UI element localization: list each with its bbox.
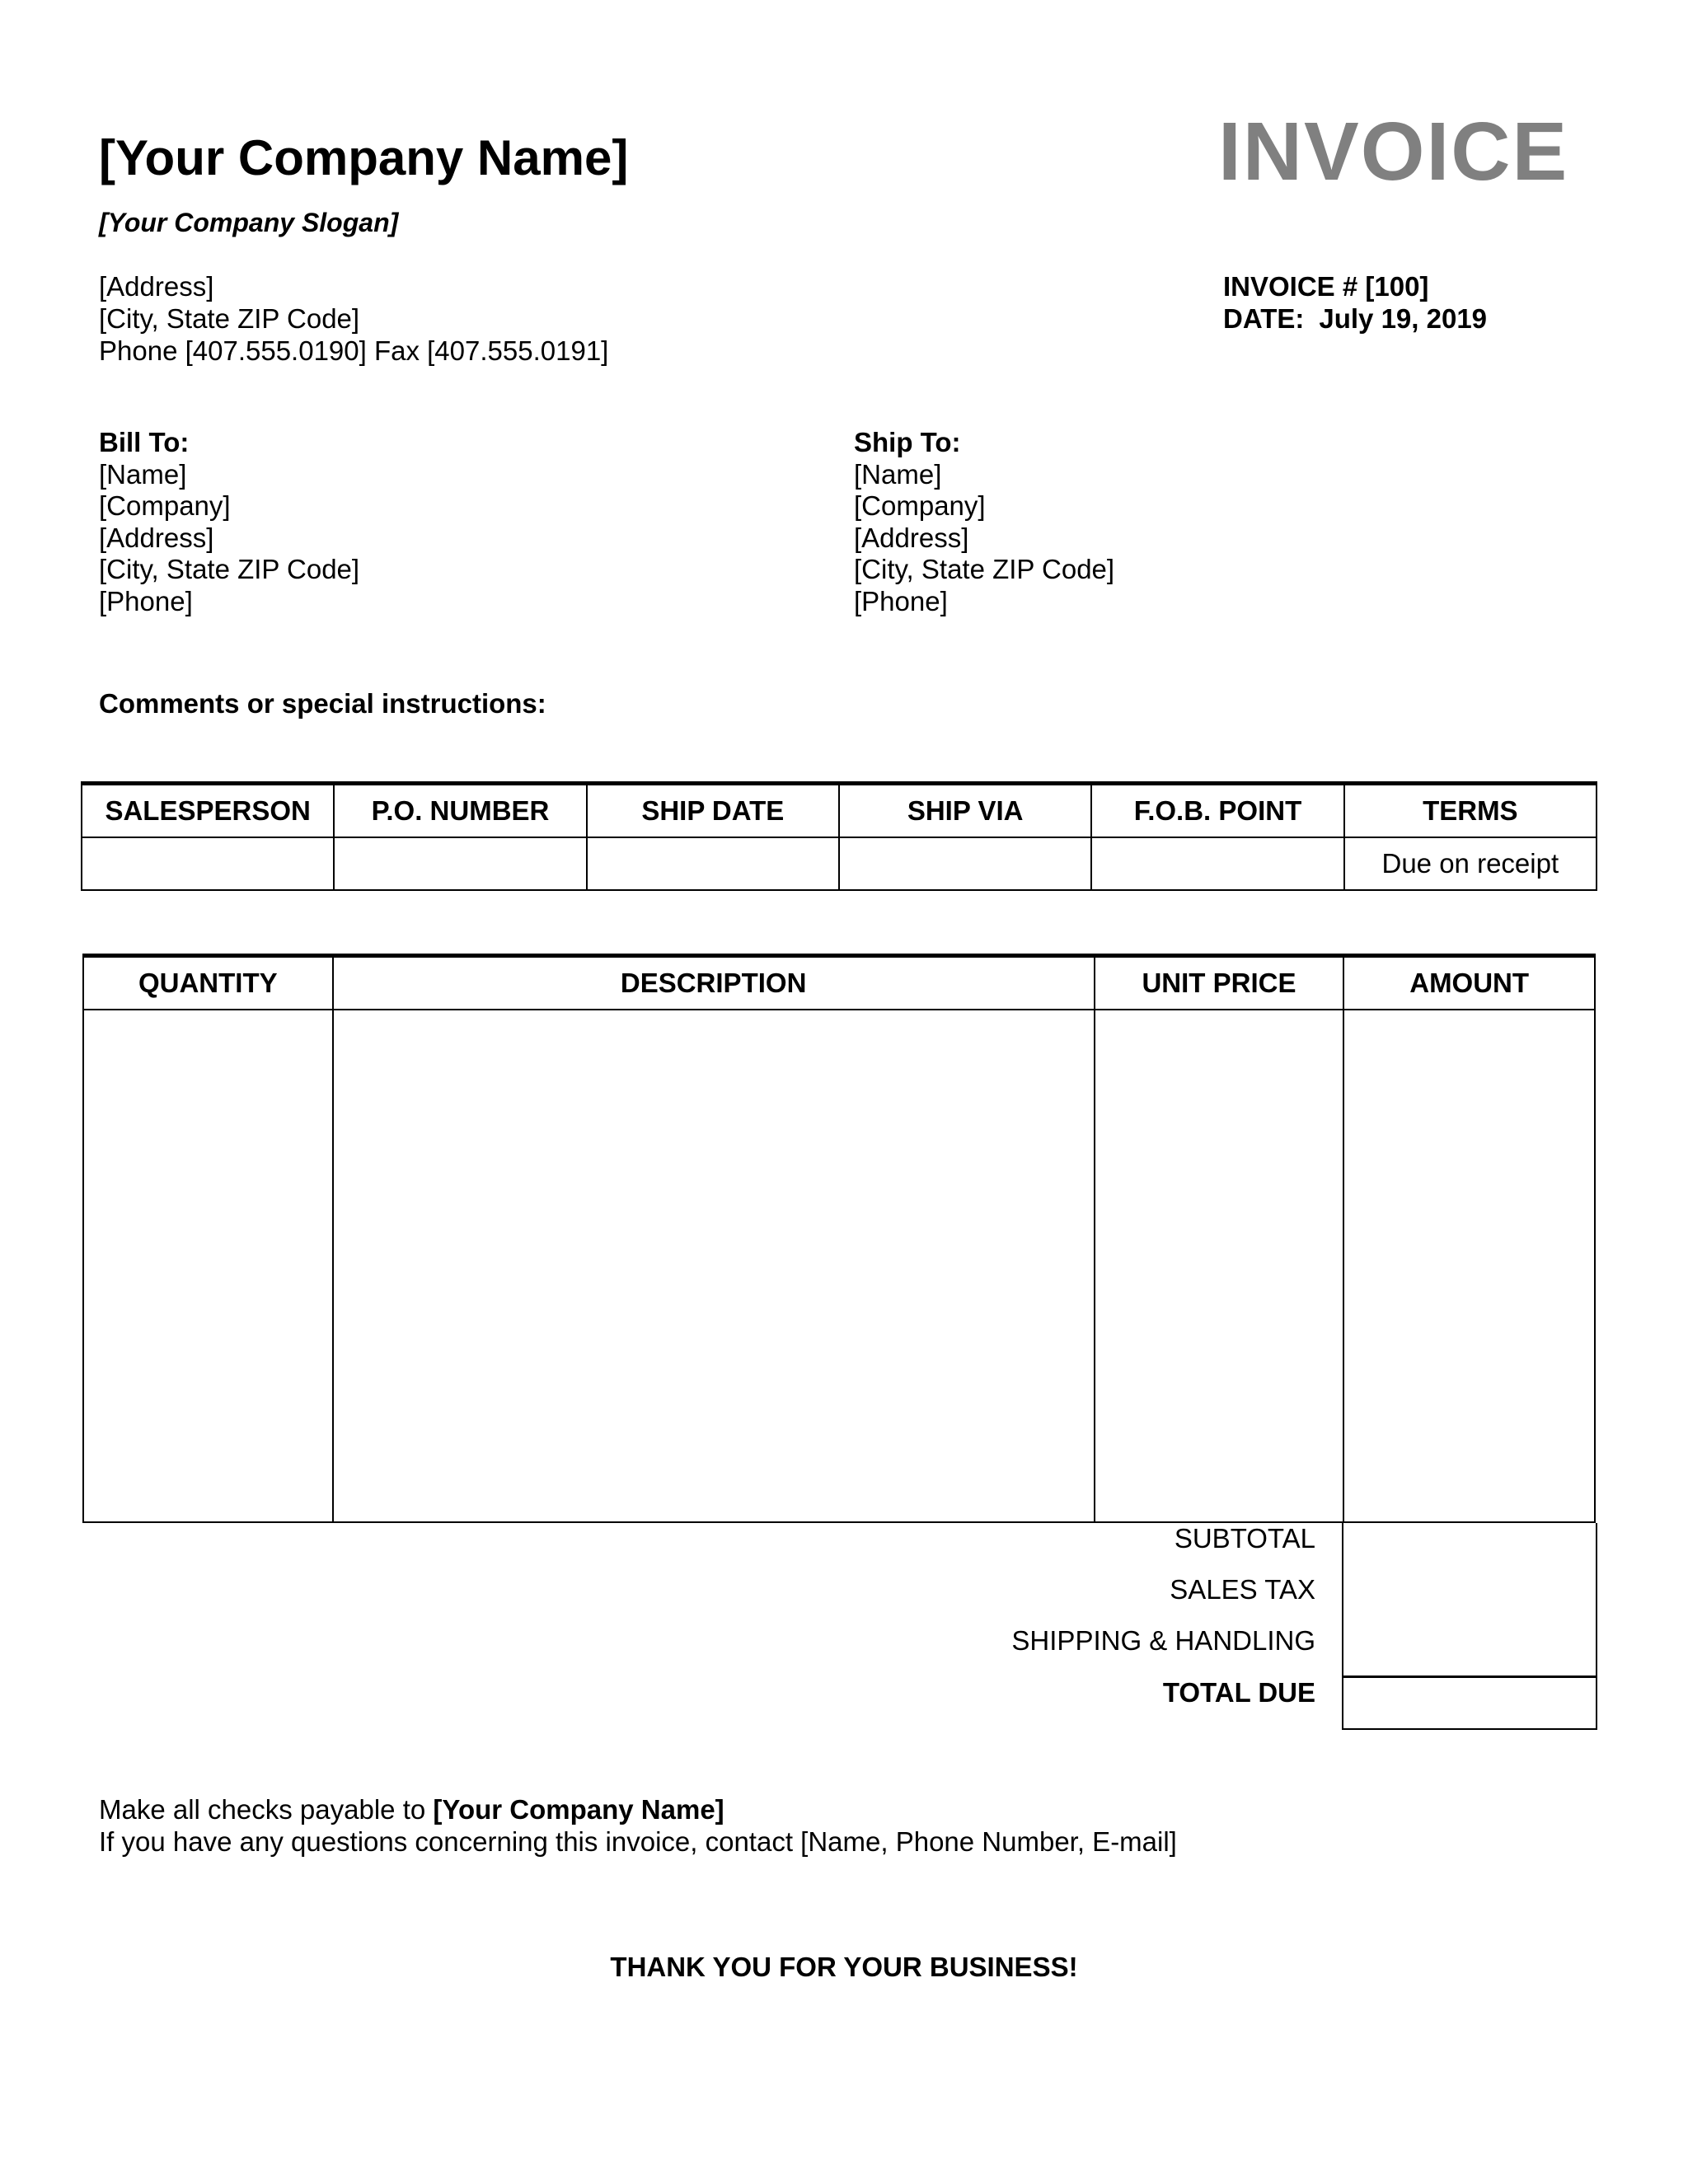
bill-to-address: [Address]	[99, 522, 214, 553]
unit-price-column	[1095, 1010, 1344, 1522]
invoice-date-value: July 19, 2019	[1319, 303, 1488, 334]
ship-to-phone: [Phone]	[854, 585, 948, 616]
description-column	[333, 1010, 1095, 1522]
company-city-state-zip: [City, State ZIP Code]	[99, 303, 360, 334]
checks-payable-line	[99, 1793, 1177, 1825]
invoice-date-line	[1223, 302, 1487, 335]
sales-tax-label: SALES TAX	[1170, 1574, 1315, 1605]
order-info-header-row	[82, 784, 1597, 838]
terms-header: TERMS	[1344, 784, 1597, 838]
bill-to-heading: Bill To:	[99, 427, 190, 457]
ship-date-cell	[587, 837, 839, 890]
ship-to-block	[854, 427, 1114, 617]
amount-header: AMOUNT	[1343, 956, 1595, 1010]
po-number-cell	[334, 837, 586, 890]
company-name: [Your Company Name]	[99, 130, 629, 185]
bill-to-city-state-zip: [City, State ZIP Code]	[99, 554, 360, 584]
total-due-label: TOTAL DUE	[1162, 1677, 1315, 1708]
po-number-header: P.O. NUMBER	[334, 784, 586, 838]
subtotal-label: SUBTOTAL	[1174, 1523, 1315, 1554]
company-address: [Address]	[99, 271, 214, 302]
totals-values-box	[1342, 1523, 1597, 1678]
thank-you-message: THANK YOU FOR YOUR BUSINESS!	[610, 1952, 1078, 1982]
fob-point-header: F.O.B. POINT	[1091, 784, 1343, 838]
order-info-table	[81, 781, 1597, 891]
unit-price-header: UNIT PRICE	[1095, 956, 1344, 1010]
ship-via-header: SHIP VIA	[839, 784, 1091, 838]
ship-to-name: [Name]	[854, 458, 942, 490]
quantity-header: QUANTITY	[83, 956, 333, 1010]
amount-column	[1343, 1010, 1595, 1522]
bill-to-phone: [Phone]	[99, 585, 193, 616]
invoice-date-label: DATE:	[1223, 303, 1305, 334]
company-slogan: [Your Company Slogan]	[99, 208, 399, 237]
bill-to-company: [Company]	[99, 490, 231, 521]
salesperson-cell	[82, 837, 334, 890]
total-due-box	[1342, 1675, 1597, 1730]
line-items-table	[82, 954, 1596, 1523]
comments-label: Comments or special instructions:	[99, 688, 546, 719]
line-items-header-row	[83, 956, 1595, 1010]
ship-to-city-state-zip: [City, State ZIP Code]	[854, 554, 1115, 584]
description-header: DESCRIPTION	[333, 956, 1095, 1010]
company-address-block	[99, 270, 608, 367]
shipping-handling-label: SHIPPING & HANDLING	[1011, 1625, 1315, 1656]
invoice-number: INVOICE # [100]	[1223, 271, 1429, 302]
order-info-value-row	[82, 837, 1597, 890]
terms-cell: Due on receipt	[1344, 837, 1597, 890]
ship-to-address: [Address]	[854, 522, 969, 553]
checks-payable-company: [Your Company Name]	[433, 1794, 724, 1825]
ship-to-company: [Company]	[854, 490, 986, 521]
fob-point-cell	[1091, 837, 1343, 890]
ship-to-heading: Ship To:	[854, 427, 961, 457]
company-phone-fax: Phone [407.555.0190] Fax [407.555.0191]	[99, 335, 609, 366]
salesperson-header: SALESPERSON	[82, 784, 334, 838]
bill-to-name: [Name]	[99, 458, 187, 490]
ship-date-header: SHIP DATE	[587, 784, 839, 838]
checks-payable-prefix: Make all checks payable to	[99, 1794, 434, 1825]
questions-line: If you have any questions concerning this invoice, contact [Name, Phone Number, E-mail]	[99, 1826, 1177, 1857]
bill-to-block	[99, 427, 359, 617]
invoice-meta	[1223, 270, 1487, 335]
line-items-body	[83, 1010, 1595, 1522]
ship-via-cell	[839, 837, 1091, 890]
invoice-title: INVOICE	[1218, 105, 1569, 198]
footer-notes	[99, 1793, 1177, 1858]
quantity-column	[83, 1010, 333, 1522]
